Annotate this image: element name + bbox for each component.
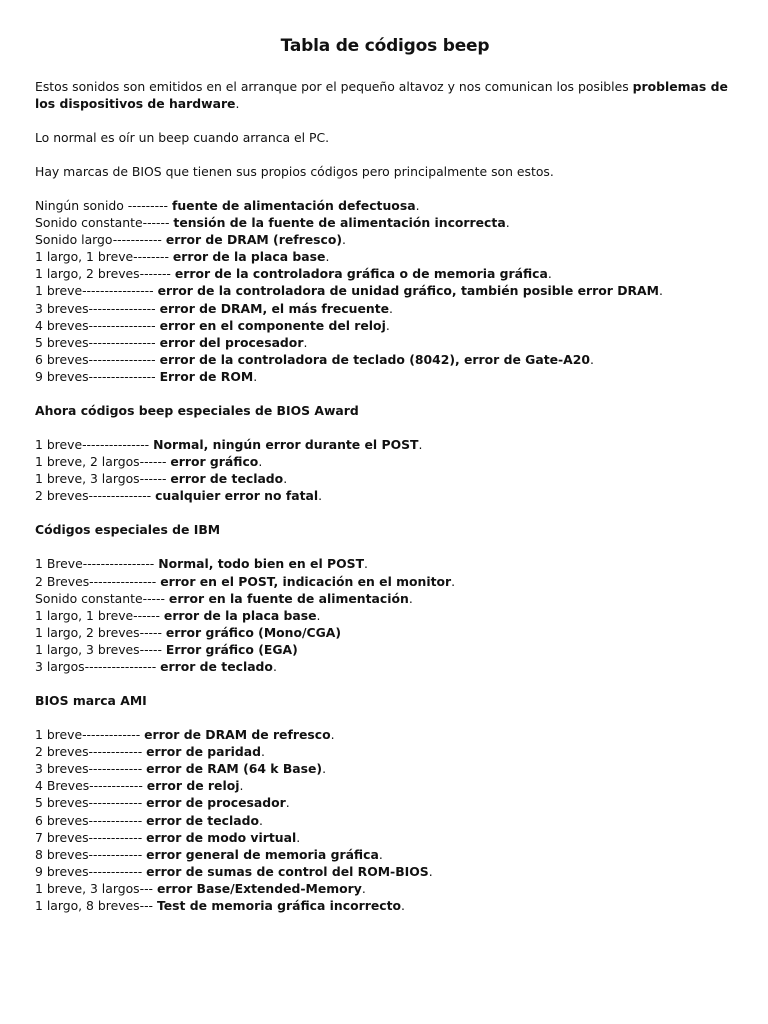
beep-pattern: 2 breves------------ <box>35 744 147 760</box>
page-title: Tabla de códigos beep <box>280 36 490 56</box>
beep-meaning: Error gráfico (EGA) <box>165 641 298 657</box>
row-period: . <box>364 556 368 572</box>
beep-code-row <box>35 794 735 811</box>
beep-pattern: 6 breves------------ <box>35 812 147 828</box>
row-period: . <box>361 880 366 896</box>
row-period: . <box>285 795 290 811</box>
beep-code-row <box>35 641 735 658</box>
beep-pattern: 1 breve------------- <box>35 727 145 743</box>
intro-period: . <box>235 96 240 111</box>
beep-meaning: error gráfico (Mono/CGA) <box>165 624 342 640</box>
beep-code-row <box>35 334 735 351</box>
beep-code-row <box>35 573 735 590</box>
beep-code-row <box>35 812 735 829</box>
beep-pattern: 1 breve, 3 largos--- <box>35 880 157 896</box>
beep-meaning: error Base/Extended-Memory <box>156 880 362 896</box>
beep-pattern: 1 largo, 2 breves----- <box>35 624 166 640</box>
beep-meaning: error de RAM (64 k Base) <box>146 761 323 777</box>
row-period: . <box>318 488 323 504</box>
beep-pattern: 1 breve--------------- <box>35 437 154 453</box>
beep-meaning: error de procesador <box>146 795 286 811</box>
beep-pattern: 1 largo, 1 breve-------- <box>35 249 173 265</box>
row-period: . <box>590 351 594 367</box>
beep-code-row <box>35 317 735 334</box>
beep-code-row <box>35 880 735 897</box>
beep-meaning: error de la placa base <box>172 249 326 265</box>
row-period: . <box>428 863 433 879</box>
normal-beep-paragraph: Lo normal es oír un beep cuando arranca el PC. <box>35 130 330 145</box>
beep-meaning: error en el POST, indicación en el monitor <box>160 573 452 589</box>
beep-meaning: error de la placa base <box>163 607 317 623</box>
row-period: . <box>258 812 263 828</box>
row-period: . <box>322 761 327 777</box>
beep-code-row <box>35 555 735 572</box>
beep-pattern: 1 largo, 1 breve------ <box>35 607 164 623</box>
beep-meaning: cualquier error no fatal <box>155 488 319 504</box>
beep-pattern: 4 Breves------------ <box>35 778 147 794</box>
beep-code-row <box>35 590 735 607</box>
beep-code-row <box>35 282 735 299</box>
row-period: . <box>401 898 405 913</box>
beep-code-row <box>35 231 735 248</box>
row-period: . <box>260 744 265 760</box>
beep-code-row <box>35 760 735 777</box>
beep-pattern: 1 breve, 2 largos------ <box>35 454 171 470</box>
beep-meaning: error del procesador <box>159 334 304 350</box>
beep-code-row <box>35 743 735 760</box>
beep-meaning: fuente de alimentación defectuosa <box>171 198 416 213</box>
row-period: . <box>408 590 413 606</box>
row-period: . <box>505 215 510 231</box>
beep-code-row <box>35 607 735 624</box>
beep-pattern: Sonido constante----- <box>35 590 169 606</box>
beep-meaning: error de DRAM, el más frecuente <box>159 300 390 316</box>
beep-code-row <box>35 368 735 385</box>
beep-meaning: error de sumas de control del ROM-BIOS <box>146 863 429 879</box>
intro-bold-text: problemas de los dispositivos de hardware <box>35 79 728 111</box>
beep-code-row <box>35 453 735 470</box>
beep-meaning: error de teclado <box>170 471 284 487</box>
beep-pattern: 3 breves------------ <box>35 761 147 777</box>
beep-pattern: 1 breve---------------- <box>35 283 158 299</box>
beep-code-row <box>35 214 735 231</box>
beep-code-row <box>35 351 735 368</box>
beep-pattern: 1 largo, 3 breves----- <box>35 641 166 657</box>
beep-meaning: error de reloj <box>146 778 240 794</box>
beep-pattern: 8 breves------------ <box>35 846 147 862</box>
beep-meaning: Test de memoria gráfica incorrecto <box>156 898 402 913</box>
beep-code-row <box>35 829 735 846</box>
beep-pattern: 3 breves--------------- <box>35 300 160 316</box>
beep-meaning: error de DRAM (refresco) <box>165 232 343 248</box>
row-period: . <box>378 846 383 862</box>
beep-meaning: error en el componente del reloj <box>159 317 386 333</box>
beep-meaning: tensión de la fuente de alimentación incorrecta <box>173 215 506 231</box>
beep-meaning: Normal, todo bien en el POST <box>158 556 365 572</box>
intro-text: Estos sonidos son emitidos en el arranque por el pequeño altavoz y nos comunican los posibles <box>35 79 633 94</box>
intro-paragraph <box>35 78 735 112</box>
beep-meaning: error de teclado <box>160 658 273 674</box>
beep-meaning: error de teclado <box>146 812 259 828</box>
row-period: . <box>385 317 390 333</box>
beep-code-row <box>35 248 735 265</box>
row-period: . <box>253 368 258 384</box>
beep-code-row <box>35 897 735 914</box>
beep-code-row <box>35 726 735 743</box>
beep-code-row <box>35 846 735 863</box>
row-period: . <box>258 454 263 470</box>
beep-code-row <box>35 265 735 282</box>
row-period: . <box>303 334 308 350</box>
row-period: . <box>658 283 663 299</box>
beep-pattern: 4 breves--------------- <box>35 317 160 333</box>
beep-code-row <box>35 197 735 214</box>
beep-meaning: error de la controladora de unidad gráfico, también posible error DRAM <box>157 283 659 299</box>
row-period: . <box>316 607 321 623</box>
beep-code-row <box>35 624 735 641</box>
beep-meaning: error de paridad <box>146 744 261 760</box>
beep-pattern: 5 breves--------------- <box>35 334 160 350</box>
row-period: . <box>325 249 330 265</box>
beep-pattern: 3 largos---------------- <box>35 658 161 674</box>
beep-meaning: error de la controladora gráfica o de memoria gráfica <box>174 266 548 282</box>
beep-meaning: Error de ROM <box>159 368 254 384</box>
beep-meaning: Normal, ningún error durante el POST <box>153 437 419 453</box>
ami-heading: BIOS marca AMI <box>35 693 147 709</box>
beep-code-row <box>35 777 735 794</box>
ibm-codes-list <box>35 555 735 675</box>
ami-codes-list <box>35 726 735 914</box>
row-period: . <box>415 198 420 213</box>
beep-code-row <box>35 863 735 880</box>
beep-meaning: error en la fuente de alimentación <box>168 590 409 606</box>
beep-pattern: Ningún sonido --------- <box>35 198 172 213</box>
beep-code-row <box>35 487 735 504</box>
beep-pattern: 1 breve, 3 largos------ <box>35 471 171 487</box>
beep-pattern: 5 breves------------ <box>35 795 147 811</box>
beep-pattern: 7 breves------------ <box>35 829 147 845</box>
general-codes-list <box>35 197 735 385</box>
row-period: . <box>547 266 552 282</box>
beep-pattern: 2 breves-------------- <box>35 488 156 504</box>
row-period: . <box>330 727 335 743</box>
ibm-heading: Códigos especiales de IBM <box>35 522 221 538</box>
beep-pattern: Sonido largo----------- <box>35 232 166 248</box>
beep-meaning: error de DRAM de refresco <box>144 727 331 743</box>
beep-meaning: error de la controladora de teclado (8042), error de Gate-A20 <box>159 351 591 367</box>
row-period: . <box>389 300 393 316</box>
beep-meaning: error general de memoria gráfica <box>146 846 379 862</box>
beep-pattern: 2 Breves--------------- <box>35 573 161 589</box>
row-period: . <box>283 471 288 487</box>
beep-code-row <box>35 300 735 317</box>
beep-pattern: 1 largo, 8 breves--- <box>35 898 157 913</box>
award-heading: Ahora códigos beep especiales de BIOS Award <box>35 403 359 419</box>
award-codes-list <box>35 436 735 504</box>
row-period: . <box>342 232 346 248</box>
beep-meaning: error de modo virtual <box>146 829 297 845</box>
beep-pattern: Sonido constante------ <box>35 215 174 231</box>
beep-pattern: 9 breves--------------- <box>35 368 160 384</box>
row-period: . <box>239 778 244 794</box>
beep-code-row <box>35 470 735 487</box>
row-period: . <box>296 829 301 845</box>
row-period: . <box>272 658 277 674</box>
beep-code-row <box>35 436 735 453</box>
beep-meaning: error gráfico <box>170 454 259 470</box>
row-period: . <box>418 437 423 453</box>
beep-pattern: 1 largo, 2 breves------- <box>35 266 175 282</box>
row-period: . <box>451 573 456 589</box>
bios-brands-paragraph: Hay marcas de BIOS que tienen sus propios códigos pero principalmente son estos. <box>35 164 554 179</box>
beep-pattern: 6 breves--------------- <box>35 351 160 367</box>
beep-code-row <box>35 658 735 675</box>
document-page <box>35 36 735 931</box>
beep-pattern: 9 breves------------ <box>35 863 147 879</box>
beep-pattern: 1 Breve---------------- <box>35 556 159 572</box>
